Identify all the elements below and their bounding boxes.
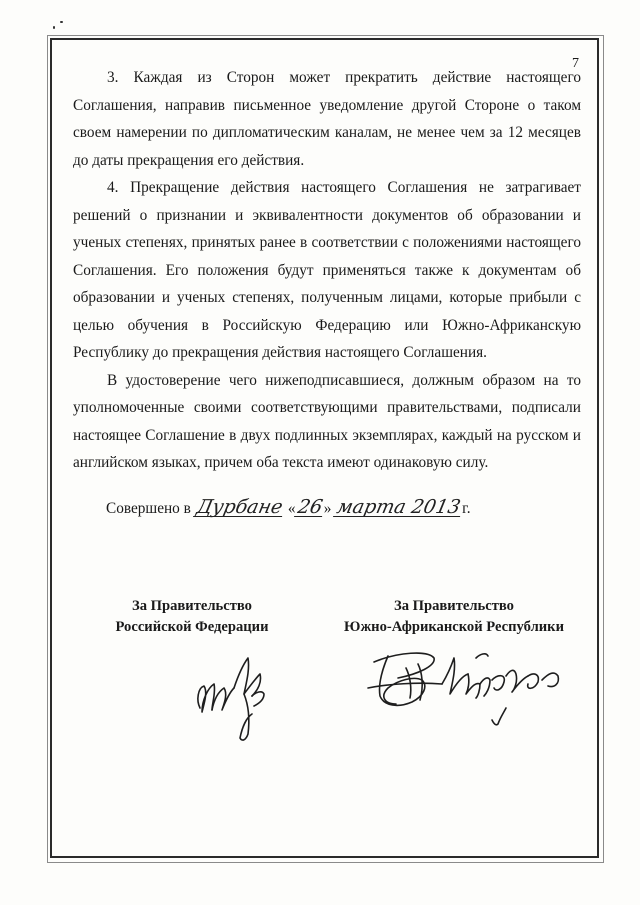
signatory-russia-line2: Российской Федерации bbox=[115, 619, 269, 635]
signing-place-date bbox=[106, 498, 471, 518]
signatory-south-africa bbox=[336, 596, 572, 638]
paragraph-termination: 3. Каждая из Сторон может прекратить действие настоящего Соглашения, направив письменное уведомление другой Стороне о таком своем намерении по дипломатическим каналам, не менее чем за 12 месяцев до даты прекращения его действия. bbox=[73, 69, 581, 169]
signatory-south-africa-line1: За Правительство bbox=[394, 598, 514, 614]
signatory-south-africa-line2: Южно-Африканской Республики bbox=[343, 619, 565, 635]
paragraph-effect-of-termination: 4. Прекращение действия настоящего Соглашения не затрагивает решений о признании и эквивалентности документов об образовании и ученых степенях, принятых ранее в соответствии с положениями настоящего Соглашения. Его положения будут применяться также к документам об образовании и ученых степенях, полученным лицами, которые прибыли с целью обучения в Российскую Федерацию или Южно-Африканскую Республику до прекращения действия настоящего Соглашения. bbox=[73, 179, 581, 361]
signature-russia bbox=[190, 648, 290, 746]
handwritten-month-year: марта 2013 bbox=[334, 496, 463, 518]
page-number: 7 bbox=[572, 56, 579, 71]
signatory-russia bbox=[92, 596, 292, 638]
scan-speck bbox=[60, 21, 63, 23]
document-body bbox=[73, 64, 581, 477]
signatory-russia-line1: За Правительство bbox=[132, 598, 252, 614]
signing-suffix: г. bbox=[462, 500, 471, 517]
quote-open: « bbox=[287, 500, 296, 517]
paragraph-in-witness: В удостоверение чего нижеподписавшиеся, должным образом на то уполномоченные своими соответствующими правительствами, подписали настоящее Соглашение в двух подлинных экземплярах, каждый на русском и английском языках, причем оба текста имеют одинаковую силу. bbox=[73, 371, 581, 471]
signing-prefix: Совершено в bbox=[106, 500, 191, 517]
signature-south-africa bbox=[358, 640, 578, 732]
quote-close: » bbox=[323, 500, 332, 517]
handwritten-place: Дурбане bbox=[194, 496, 285, 518]
handwritten-day: 26 bbox=[295, 496, 325, 518]
scan-speck bbox=[53, 26, 55, 29]
